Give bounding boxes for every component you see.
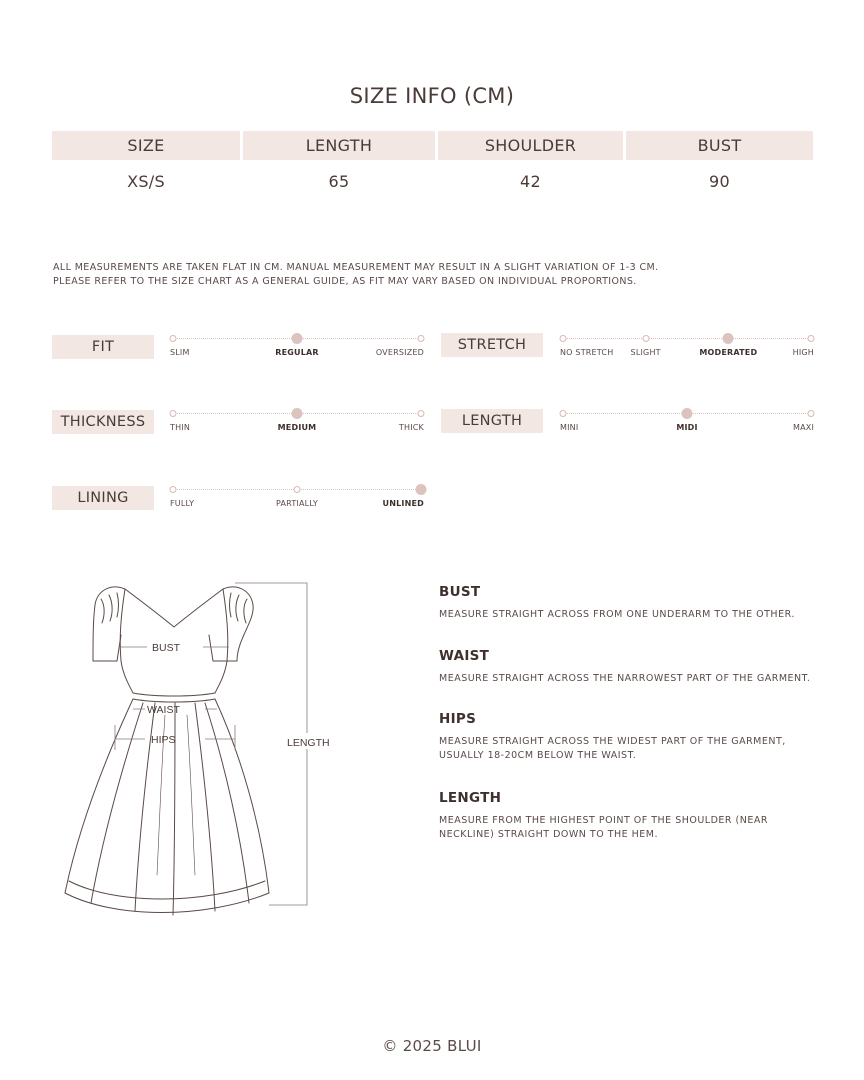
lining-scale: [170, 484, 424, 514]
scale-option: THICK: [398, 423, 424, 432]
scale-option: UNLINED: [382, 499, 424, 508]
guide-length-title: LENGTH: [439, 790, 502, 806]
scale-option: SLIM: [170, 348, 190, 357]
attr-label-fit: FIT: [52, 335, 154, 359]
scale-option: MODERATED: [699, 348, 758, 357]
note-line-2: PLEASE REFER TO THE SIZE CHART AS A GENERAL GUIDE, AS FIT MAY VARY BASED ON INDIVIDUAL PROPORTIONS.: [53, 276, 637, 287]
guide-bust-title: BUST: [439, 584, 481, 600]
scale-option: NO STRETCH: [560, 348, 614, 357]
bust-label: BUST: [152, 642, 181, 654]
guide-length-text: MEASURE FROM THE HIGHEST POINT OF THE SHOULDER (NEAR NECKLINE) STRAIGHT DOWN TO THE HEM.: [439, 815, 768, 840]
guide-waist-title: WAIST: [439, 648, 490, 664]
scale-dot: [808, 335, 815, 342]
attr-label-length: LENGTH: [441, 409, 543, 433]
scale-dot: [418, 410, 425, 417]
scale-dot: [294, 486, 301, 493]
cell-bust: 90: [709, 172, 730, 191]
waist-label: WAIST: [147, 704, 180, 716]
table-header-row: [52, 131, 813, 160]
guide-hips-text: MEASURE STRAIGHT ACROSS THE WIDEST PART OF THE GARMENT, USUALLY 18-20CM BELOW THE WAIST.: [439, 736, 786, 761]
footer-copyright: © 2025 BLUI: [382, 1037, 482, 1055]
header-size: SIZE: [52, 131, 240, 160]
scale-dot: [642, 335, 649, 342]
scale-dot: [292, 333, 303, 344]
scale-dot: [723, 333, 734, 344]
length-label: LENGTH: [287, 737, 330, 749]
scale-option: MINI: [560, 423, 579, 432]
header-length: LENGTH: [243, 131, 435, 160]
scale-dot: [808, 410, 815, 417]
header-shoulder: SHOULDER: [438, 131, 623, 160]
scale-dot: [292, 408, 303, 419]
scale-option: REGULAR: [275, 348, 319, 357]
stretch-scale: [560, 333, 814, 363]
scale-option: HIGH: [792, 348, 814, 357]
dress-diagram: [55, 575, 355, 925]
guide-waist: [439, 648, 819, 686]
scale-line: [562, 338, 812, 339]
scale-option: SLIGHT: [630, 348, 661, 357]
scale-dot: [682, 408, 693, 419]
scale-option: MAXI: [792, 423, 814, 432]
scale-option: THIN: [170, 423, 191, 432]
hips-label: HIPS: [151, 734, 176, 746]
cell-length: 65: [328, 172, 350, 191]
scale-dot: [560, 410, 567, 417]
guide-length: [439, 790, 784, 842]
scale-option: OVERSIZED: [375, 348, 424, 357]
guide-waist-text: MEASURE STRAIGHT ACROSS THE NARROWEST PART OF THE GARMENT.: [439, 673, 811, 684]
table-row: [52, 160, 813, 204]
guide-bust: [439, 584, 819, 622]
length-scale: [560, 408, 814, 438]
scale-option: FULLY: [170, 499, 195, 508]
scale-dot: [416, 484, 427, 495]
scale-dot: [170, 486, 177, 493]
thickness-scale: [170, 408, 424, 438]
cell-shoulder: 42: [520, 172, 541, 191]
scale-dot: [170, 410, 177, 417]
scale-dot: [560, 335, 567, 342]
attr-label-lining: LINING: [52, 486, 154, 510]
attr-label-stretch: STRETCH: [441, 333, 543, 357]
guide-hips-title: HIPS: [439, 711, 477, 727]
cell-size: XS/S: [127, 172, 165, 191]
scale-option: MIDI: [676, 423, 698, 432]
size-table: [52, 131, 813, 204]
scale-option: PARTIALLY: [275, 499, 319, 508]
scale-dot: [418, 335, 425, 342]
page-title: SIZE INFO (CM): [349, 84, 515, 108]
note-line-1: ALL MEASUREMENTS ARE TAKEN FLAT IN CM. MANUAL MEASUREMENT MAY RESULT IN A SLIGHT VARIATION OF 1-3 CM.: [53, 262, 659, 273]
dress-illustration: [55, 575, 355, 925]
header-bust: BUST: [626, 131, 813, 160]
scale-dot: [170, 335, 177, 342]
measurement-note: [53, 261, 659, 289]
scale-option: MEDIUM: [277, 423, 317, 432]
guide-hips: [439, 711, 799, 763]
fit-scale: [170, 333, 424, 363]
guide-bust-text: MEASURE STRAIGHT ACROSS FROM ONE UNDERARM TO THE OTHER.: [439, 609, 795, 620]
attr-label-thickness: THICKNESS: [52, 410, 154, 434]
